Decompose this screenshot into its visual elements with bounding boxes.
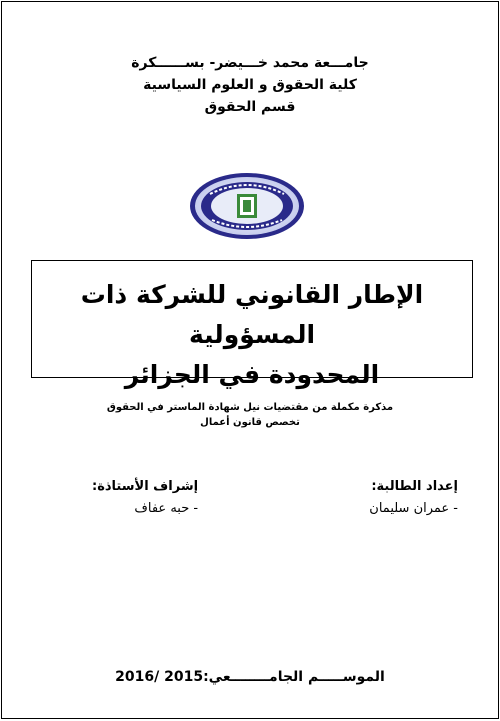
thesis-title-line1: الإطار القانوني للشركة ذات المسؤولية: [80, 280, 424, 349]
thesis-title-line2: المحدودة في الجزائر: [124, 360, 380, 389]
university-seal-icon: [188, 170, 306, 242]
student-name: - عمران سليمان: [369, 501, 458, 516]
thesis-subtitle: [2, 400, 498, 430]
header: [2, 52, 498, 118]
supervisor-label: إشراف الأستاذة:: [92, 479, 199, 494]
university-name: جامـــعة محمد خـــيضر- بســــــكرة: [131, 55, 369, 71]
student-block: [369, 476, 458, 520]
cover-page: [1, 1, 499, 719]
faculty-name: كلية الحقوق و العلوم السياسية: [143, 77, 357, 93]
student-label: إعداد الطالبة:: [371, 479, 458, 494]
academic-season: الموســـــم الجامــــــــعي:2015 /2016: [115, 669, 385, 685]
supervisor-name: - حبه عفاف: [134, 501, 199, 516]
department-name: قسم الحقوق: [204, 99, 296, 115]
subtitle-line2: تخصص قانون أعمال: [200, 417, 300, 428]
thesis-title-box: [31, 260, 473, 389]
supervisor-block: [92, 476, 198, 520]
subtitle-line1: مذكرة مكملة من مقتضيات نيل شهادة الماستر في الحقوق: [106, 402, 394, 413]
